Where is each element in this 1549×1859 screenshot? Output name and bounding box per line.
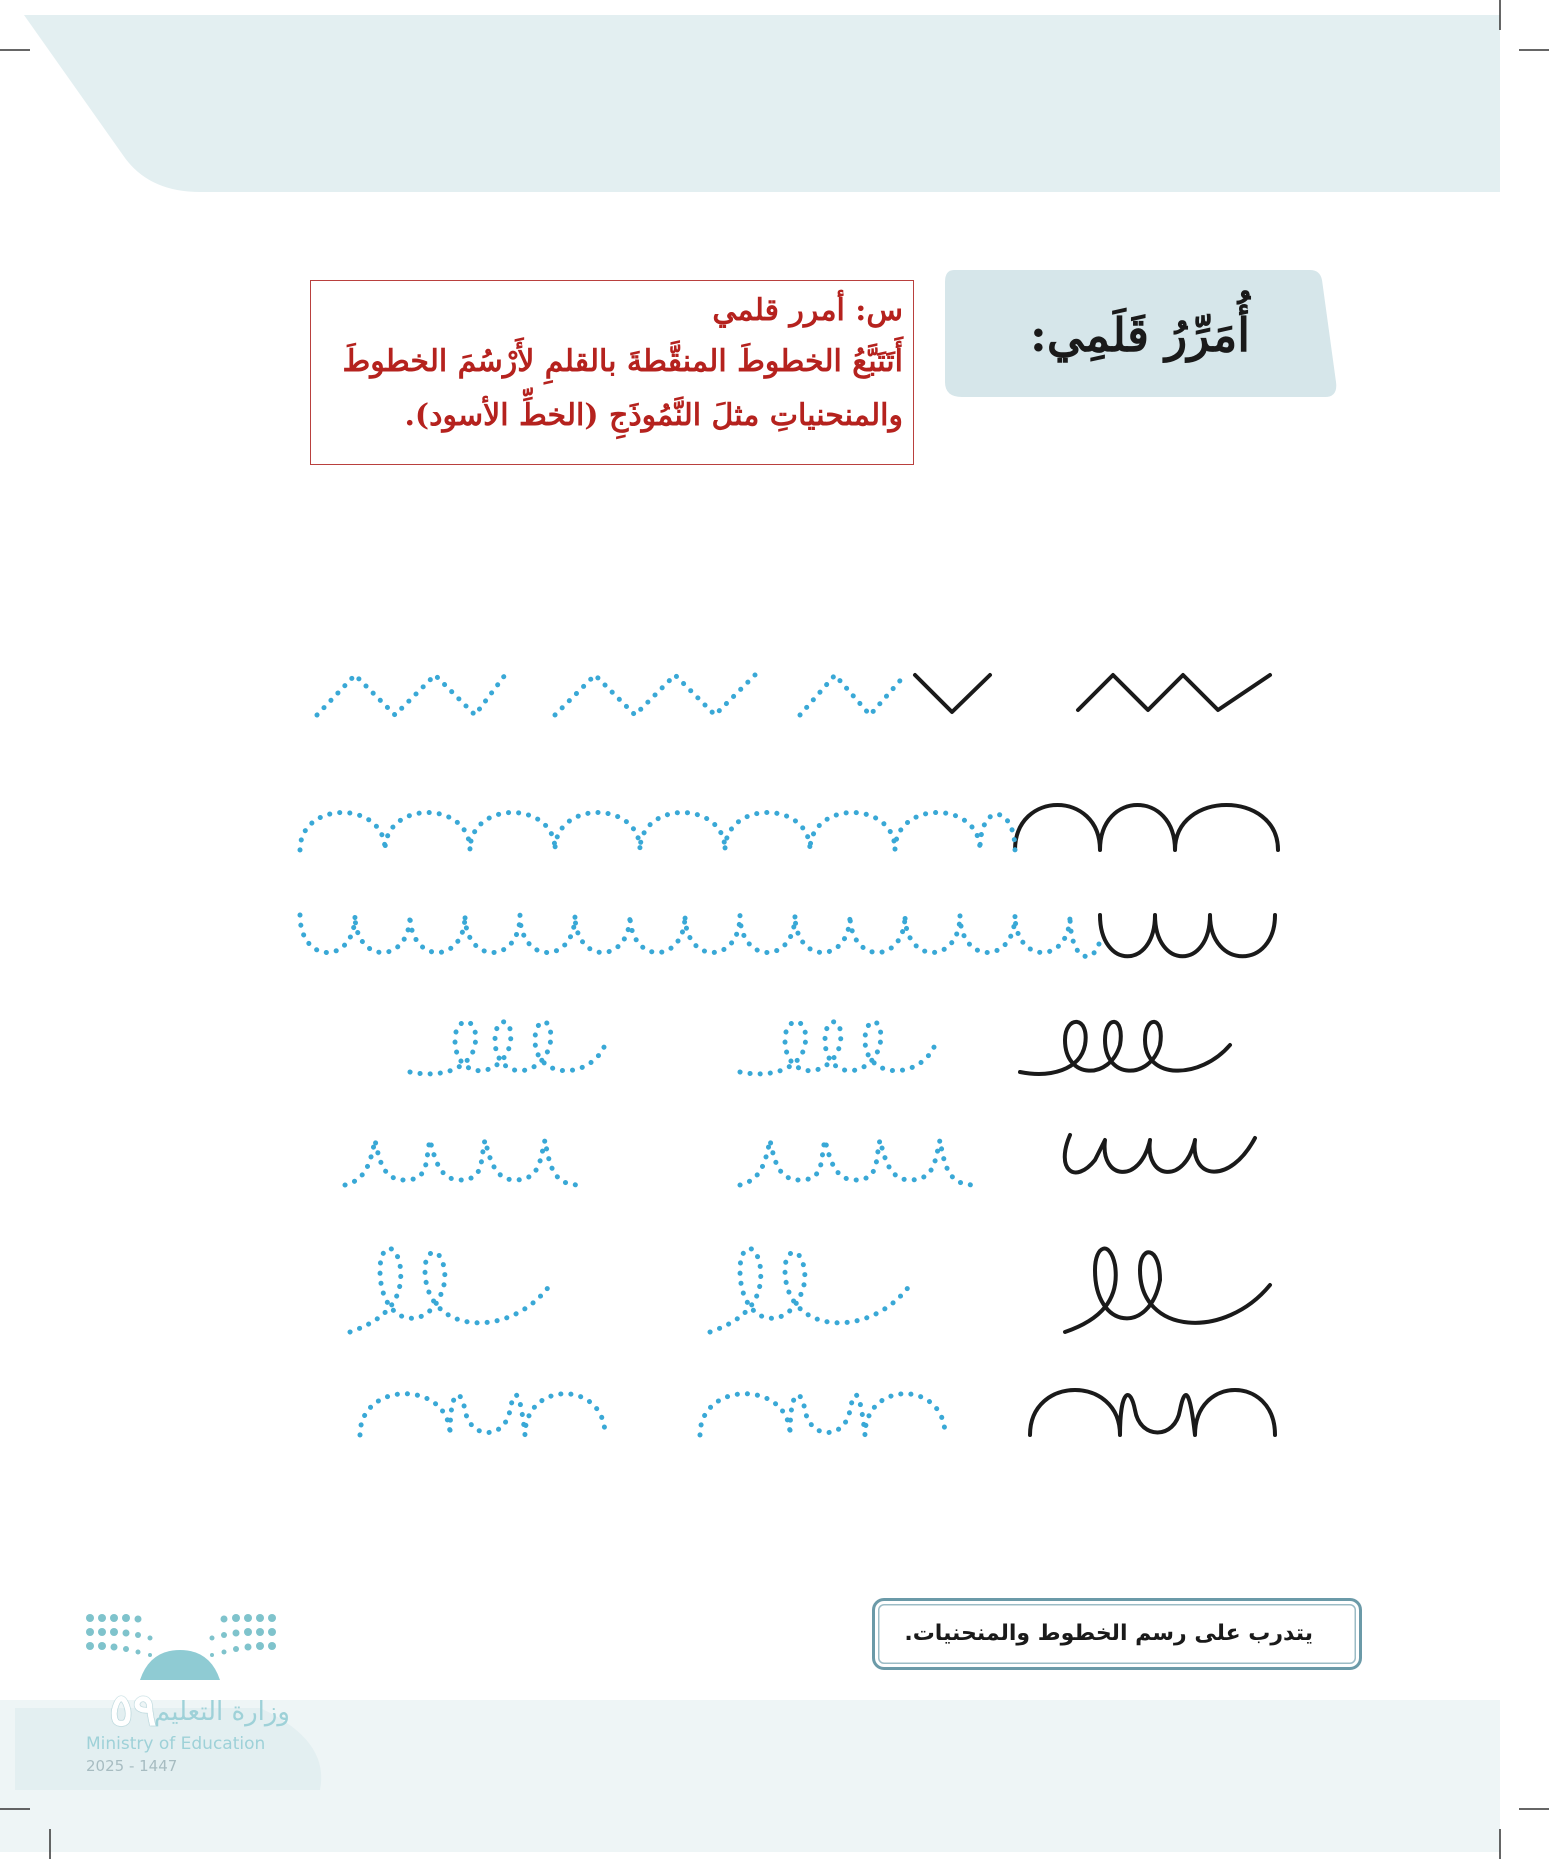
trace-arches xyxy=(300,813,1015,851)
trace-tall-loops xyxy=(350,1249,550,1332)
learning-objective-text: يتدرب على رسم الخطوط والمنحنيات. xyxy=(904,1621,1313,1646)
model-tall-loops xyxy=(1065,1249,1270,1332)
model-loops xyxy=(1020,1022,1230,1074)
model-arch-cup-arch xyxy=(1030,1390,1275,1435)
trace-cups xyxy=(300,915,1100,956)
ministry-name-english: Ministry of Education xyxy=(86,1734,266,1754)
ministry-name-arabic: وزارة التعليم xyxy=(153,1697,290,1727)
row-pointed-cups xyxy=(345,1135,1255,1185)
model-arches xyxy=(1015,805,1278,850)
trace-arch-cup-arch xyxy=(360,1394,605,1435)
trace-loops xyxy=(410,1022,605,1074)
tracing-worksheet xyxy=(280,640,1300,1460)
model-zigzag xyxy=(1078,675,1270,710)
question-box xyxy=(310,280,914,465)
model-pointed-cups xyxy=(1065,1135,1255,1172)
trace-loops xyxy=(740,1022,935,1074)
model-cups xyxy=(1100,915,1275,956)
row-tall-loops xyxy=(350,1249,1270,1332)
trace-zigzag xyxy=(800,675,905,715)
trace-tall-loops xyxy=(710,1249,910,1332)
page-number: ٥٩ xyxy=(109,1685,157,1736)
question-label: س: أمرر قلمي xyxy=(712,293,903,328)
trace-arch-cup-arch xyxy=(700,1394,945,1435)
edition-year: 2025 - 1447 xyxy=(86,1757,178,1775)
row-arches xyxy=(300,805,1278,850)
ministry-logo xyxy=(80,1610,300,1680)
row-arch-cup-arch xyxy=(360,1390,1275,1435)
trace-pointed-cups xyxy=(345,1140,580,1185)
trace-zigzag xyxy=(317,675,505,715)
model-zigzag-join xyxy=(915,675,990,712)
question-line-1: أَتَتَبَّعُ الخطوطَ المنقَّطةَ بالقلمِ لأَرْسُمَ الخطوطَ xyxy=(342,344,903,379)
row-loops xyxy=(410,1022,1230,1074)
row-cups xyxy=(300,915,1275,956)
trace-zigzag xyxy=(555,675,755,715)
learning-objective-box xyxy=(872,1598,1362,1670)
trace-pointed-cups xyxy=(740,1140,975,1185)
section-title: أُمَرِّرُ قَلَمِي: xyxy=(1029,308,1251,362)
question-line-2: والمنحنياتِ مثلَ النَّمُوذَجِ (الخطِّ الأسود). xyxy=(404,398,903,433)
row-zigzag xyxy=(317,675,1270,715)
